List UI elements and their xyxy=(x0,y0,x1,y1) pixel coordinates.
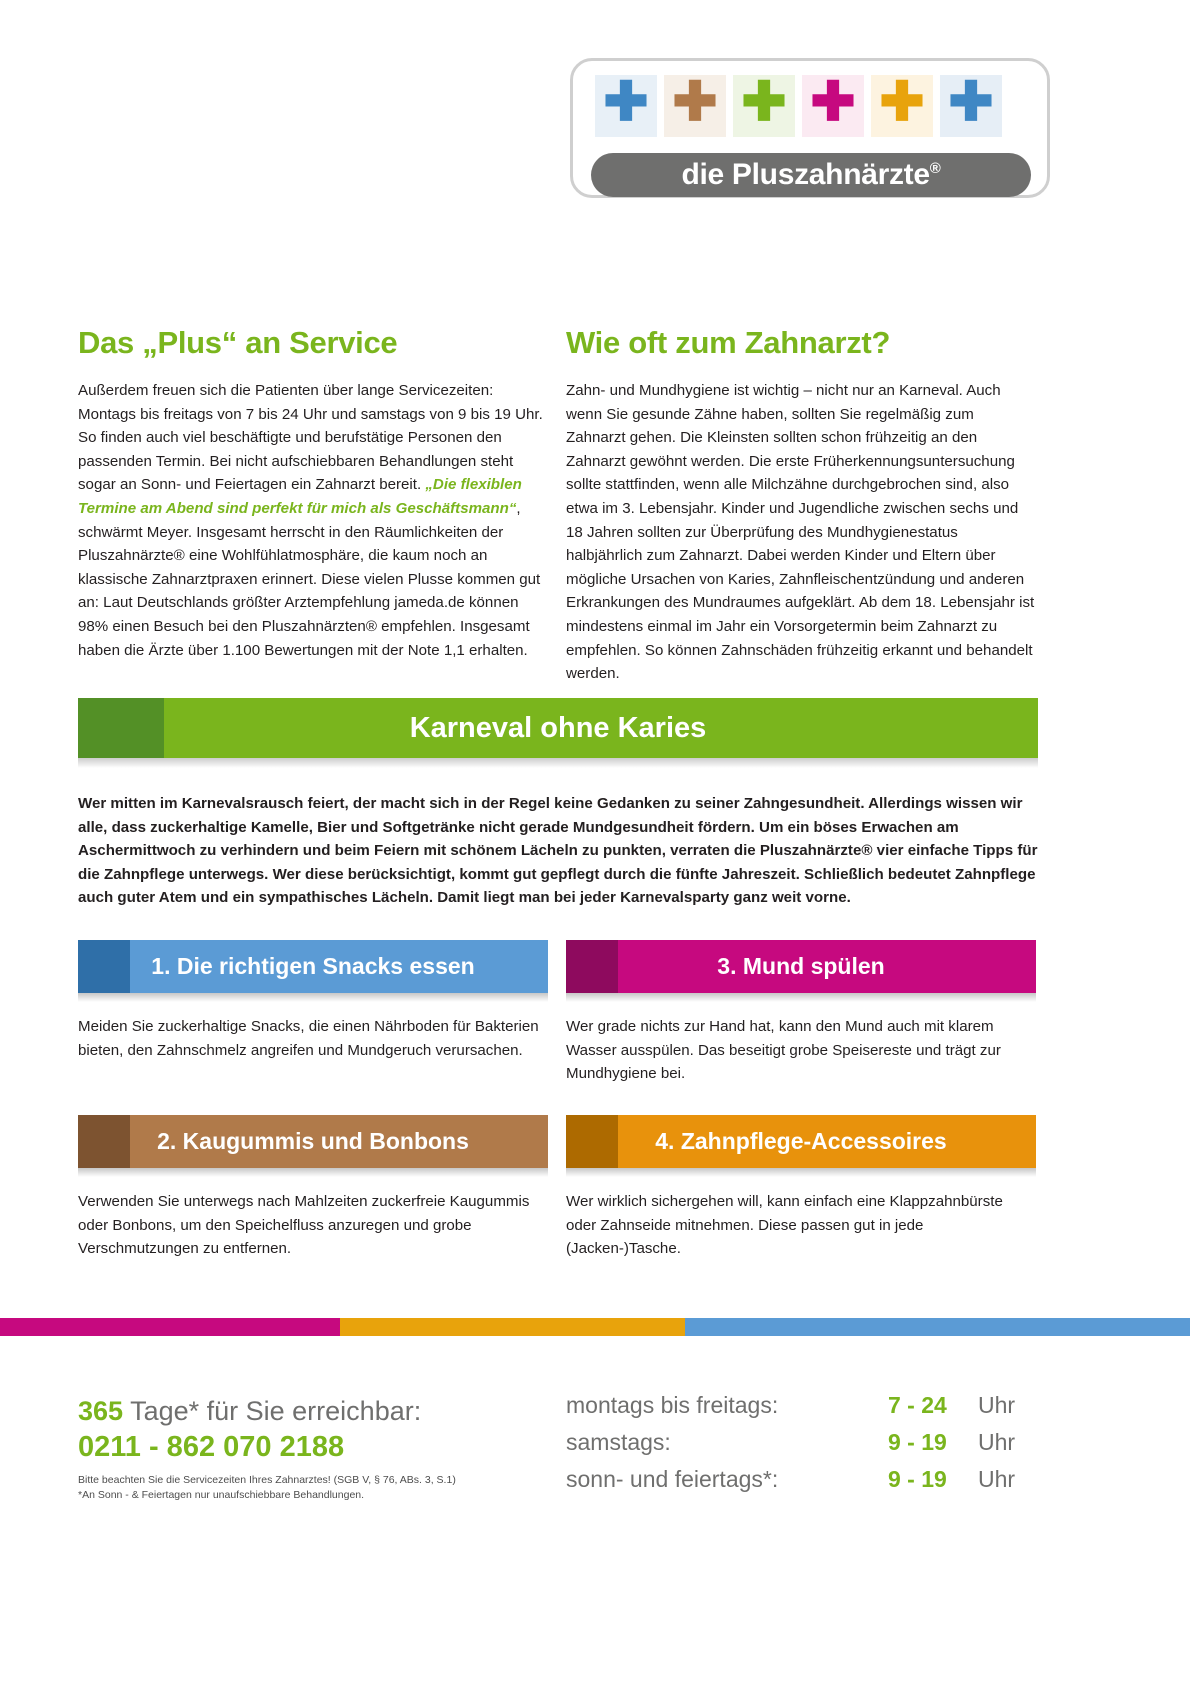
tip-shadow-2 xyxy=(78,1168,548,1177)
plus-tile-brown xyxy=(664,72,726,137)
pull-quote: „Die flexiblen Termine am Abend sind perfekt für mich als Geschäftsmann“ xyxy=(78,476,522,517)
tip-shadow-4 xyxy=(566,1168,1036,1177)
hours-unit-saturday: Uhr xyxy=(978,1429,1016,1455)
right-column-body: Zahn- und Mundhygiene ist wichtig – nicht nur an Karneval. Auch wenn Sie gesunde Zähne haben, sollten Sie regelmäßig zum Zahnarzt gehen. Die Kleinsten sollten schon frühzeitig an den Zahnarzt gewöhnt werden. Die erste Früherkennungsuntersuchung sollte stattfinden, wenn alle Milchzähne durchgebrochen sind, also etwa im 3. Lebensjahr. Kinder und Jugendliche zwischen sechs und 18 Jahren sollten zur Überprüfung des Mundhygienestatus halbjährlich zum Zahnarzt. Dabei werden Kinder und Eltern über mögliche Ursachen von Karies, Zahnfleischentzündung und anderen Erkrankungen des Mundraumes aufgeklärt. Ab dem 18. Lebensjahr ist mindestens einmal im Jahr ein Vorsorgetermin beim Zahnarzt zu empfehlen. So können Zahnschäden frühzeitig erkannt und behandelt werden. xyxy=(566,382,1035,683)
banner-shade xyxy=(78,698,164,758)
lead-paragraph: Wer mitten im Karnevalsrausch feiert, der macht sich in der Regel keine Gedanken zu seiner Zahngesundheit. Allerdings wissen wir alle, dass zuckerhaltige Kamelle, Bier und Softgetränke nicht gerade Mundgesundheit fördern. Um ein böses Erwachen am Aschermittwoch zu verhindern und beim Feiern mit schönem Lächeln zu punkten, verraten die Pluszahnärzte® vier einfache Tipps für die Zahnpflege unterwegs. Wer diese berücksichtigt, kommt gut gepflegt durch die fünfte Jahreszeit. Schließlich bedeutet Zahnpflege auch guter Atem und ein sympathisches Lächeln. Damit liegt man bei jeder Karnevalsparty ganz weit vorne. xyxy=(78,795,1038,907)
footer-note-2: *An Sonn - & Feiertagen nur unaufschiebbare Behandlungen. xyxy=(78,1489,365,1501)
tip-header-1 xyxy=(78,940,548,993)
tip-body-1: Meiden Sie zuckerhaltige Snacks, die einen Nährboden für Bakterien bieten, den Zahnschmelz angreifen und Mundgeruch verursachen. xyxy=(78,1018,539,1059)
tip-notch-2 xyxy=(78,1115,130,1168)
footer-days-text: Tage* für Sie erreichbar: xyxy=(123,1396,422,1426)
hours-time-saturday: 9 - 19 xyxy=(888,1429,947,1455)
right-column-heading: Wie oft zum Zahnarzt? xyxy=(566,325,891,360)
plus-tile-green xyxy=(733,72,795,137)
plus-icon: ✚ xyxy=(810,72,856,132)
left-column-body xyxy=(78,379,548,662)
logo-plus-tiles xyxy=(595,72,1002,137)
footer-color-bar xyxy=(0,1318,1190,1336)
hours-unit-sunday: Uhr xyxy=(978,1466,1016,1492)
footer-days-number: 365 xyxy=(78,1396,124,1426)
plus-icon: ✚ xyxy=(879,72,925,132)
tip-body-3: Wer grade nichts zur Hand hat, kann den Mund auch mit klarem Wasser ausspülen. Das beseitigt grobe Speisereste und trägt zur Mundhygiene bei. xyxy=(566,1018,1001,1083)
plus-tile-orange xyxy=(871,72,933,137)
plus-icon: ✚ xyxy=(741,72,787,132)
footer-note-1: Bitte beachten Sie die Servicezeiten Ihres Zahnarztes! (SGB V, § 76, ABs. 3, S.1) xyxy=(78,1474,456,1486)
plus-tile-steel xyxy=(940,72,1002,137)
tip-title-1: 1. Die richtigen Snacks essen xyxy=(151,953,475,979)
tip-card-1 xyxy=(78,940,548,1062)
registered-icon: ® xyxy=(929,160,941,177)
tip-header-4 xyxy=(566,1115,1036,1168)
section-banner xyxy=(78,698,1038,758)
plus-icon: ✚ xyxy=(603,72,649,132)
tip-body-2: Verwenden Sie unterwegs nach Mahlzeiten zuckerfreie Kaugummis oder Bonbons, um den Speichelfluss anzuregen und grobe Verschmutzungen zu entfernen. xyxy=(78,1193,530,1258)
hours-label-sunday: sonn- und feiertags*: xyxy=(566,1466,779,1492)
footer-contact xyxy=(78,1396,548,1503)
tip-notch-3 xyxy=(566,940,618,993)
colorbar-blue xyxy=(685,1318,1190,1336)
footer-hours xyxy=(566,1392,1046,1503)
hours-unit-weekdays: Uhr xyxy=(978,1392,1016,1418)
colorbar-magenta xyxy=(0,1318,340,1336)
tip-header-3 xyxy=(566,940,1036,993)
plus-tile-magenta xyxy=(802,72,864,137)
article-column-left xyxy=(78,325,548,662)
left-text-before: Außerdem freuen sich die Patienten über lange Servicezeiten: Montags bis freitags von 7 bis 24 Uhr und samstags von 9 bis 19 Uhr. So finden auch viel beschäftigte und berufstätige Personen den passenden Termin. Bei nicht aufschiebbaren Behandlungen steht sogar an Sonn- und Feiertagen ein Zahnarzt bereit. xyxy=(78,382,543,494)
logo-brand-name: die Pluszahnärzte xyxy=(681,158,930,191)
tip-notch-4 xyxy=(566,1115,618,1168)
left-text-after: , schwärmt Meyer. Insgesamt herrscht in den Räumlichkeiten der Pluszahnärzte® eine Wohlfühlatmosphäre, die kaum noch an klassische Zahnarztpraxen erinnert. Diese vielen Plusse kommen gut an: Laut Deutschlands größter Arztempfehlung jameda.de können 98% einen Besuch bei den Pluszahnärzten® empfehlen. Insgesamt haben die Ärzte über 1.100 Bewertungen mit der Note 1,1 erhalten. xyxy=(78,499,541,659)
banner-title: Karneval ohne Karies xyxy=(409,711,707,744)
tip-title-4: 4. Zahnpflege-Accessoires xyxy=(655,1128,947,1154)
plus-icon: ✚ xyxy=(672,72,718,132)
hours-row-sunday xyxy=(566,1466,1046,1493)
left-column-heading: Das „Plus“ an Service xyxy=(78,325,398,360)
article-column-right xyxy=(566,325,1036,686)
tip-card-4 xyxy=(566,1115,1036,1261)
hours-row-saturday xyxy=(566,1429,1046,1456)
tip-shadow-3 xyxy=(566,993,1036,1002)
hours-time-weekdays: 7 - 24 xyxy=(888,1392,947,1418)
logo-brand-bar xyxy=(591,153,1031,197)
footer-phone[interactable]: 0211 - 862 070 2188 xyxy=(78,1431,345,1463)
tip-title-2: 2. Kaugummis und Bonbons xyxy=(157,1128,469,1154)
tip-body-4: Wer wirklich sichergehen will, kann einfach eine Klappzahnbürste oder Zahnseide mitnehmen. Diese passen gut in jede (Jacken-)Tasche. xyxy=(566,1193,1003,1258)
tip-card-3 xyxy=(566,940,1036,1086)
hours-time-sunday: 9 - 19 xyxy=(888,1466,947,1492)
plus-tile-blue xyxy=(595,72,657,137)
tip-card-2 xyxy=(78,1115,548,1261)
plus-icon: ✚ xyxy=(948,72,994,132)
tip-header-2 xyxy=(78,1115,548,1168)
tip-shadow-1 xyxy=(78,993,548,1002)
colorbar-orange xyxy=(340,1318,685,1336)
logo xyxy=(570,58,1050,198)
tip-notch-1 xyxy=(78,940,130,993)
hours-label-weekdays: montags bis freitags: xyxy=(566,1392,779,1418)
banner-shadow xyxy=(78,758,1038,768)
tip-title-3: 3. Mund spülen xyxy=(717,953,885,979)
hours-row-weekdays xyxy=(566,1392,1046,1419)
hours-label-saturday: samstags: xyxy=(566,1429,671,1455)
